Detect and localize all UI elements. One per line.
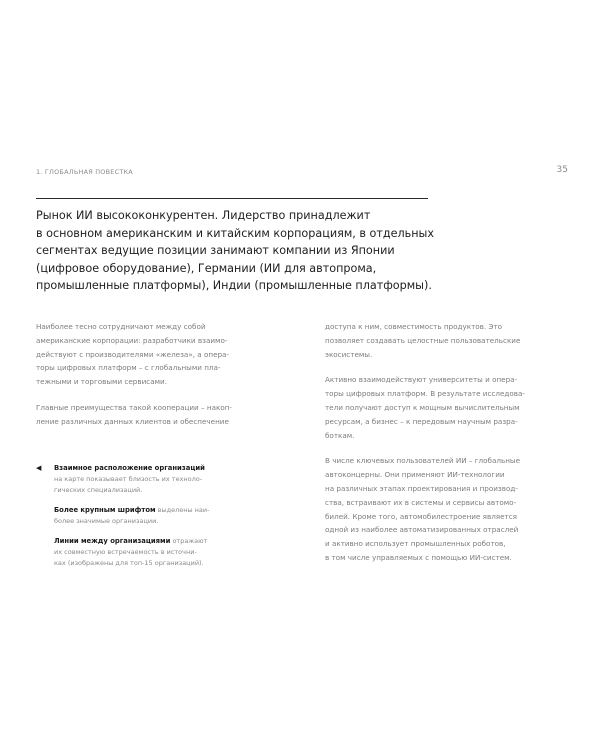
text-line: одной из наиболее автоматизированных отраслей <box>325 525 519 535</box>
text-line: и активно использует промышленных роботов, <box>325 539 506 549</box>
legend-item-text: отражают <box>170 537 208 545</box>
legend-item <box>54 463 286 496</box>
text-line: ства, встраивают их в системы и сервисы автомо- <box>325 497 517 507</box>
text-line: американские корпорации: разработчики взаимо- <box>36 335 228 345</box>
body-paragraph <box>36 320 276 389</box>
text-line: Главные преимущества такой кооперации – накоп- <box>36 402 233 412</box>
legend-item-title: Взаимное расположение организаций <box>54 464 205 472</box>
body-paragraph <box>36 401 276 429</box>
text-line: ление различных данных клиентов и обеспечение <box>36 416 229 426</box>
map-legend <box>36 463 286 578</box>
legend-item <box>54 536 286 569</box>
lead-line: промышленные платформы), Индии (промышленные платформы). <box>36 279 432 293</box>
text-line: в том числе управляемых с помощью ИИ-систем. <box>325 552 512 562</box>
right-column <box>325 320 565 577</box>
text-line: их совместную встречаемость в источни- <box>54 548 197 556</box>
text-line: торы цифровых платформ – с глобальными пла- <box>36 363 221 373</box>
text-line: позволяет создавать целостные пользовательские <box>325 335 521 345</box>
text-line: доступа к ним, совместимость продуктов. Это <box>325 322 503 331</box>
legend-item-title: Более крупным шрифтом <box>54 506 156 514</box>
text-line: гических специализаций. <box>54 486 143 494</box>
text-line: на карте показывает близость их техноло- <box>54 475 203 483</box>
text-line: более значимые организации. <box>54 517 159 525</box>
page-number: 35 <box>556 165 568 175</box>
text-line: ках (изображены для топ-15 организаций). <box>54 559 204 567</box>
text-line: тежными и торговыми сервисами. <box>36 377 167 387</box>
body-paragraph <box>325 320 565 361</box>
text-line: торы цифровых платформ. В результате исследова- <box>325 389 525 399</box>
header-rule <box>36 198 428 199</box>
triangle-left-icon: ◀ <box>36 464 42 472</box>
text-line: действуют с производителями «железа», а опера- <box>36 349 230 359</box>
lead-line: сегментах ведущие позиции занимают компании из Японии <box>36 244 395 258</box>
text-line: экосистемы. <box>325 349 373 359</box>
text-line: тели получают доступ к мощным вычислительным <box>325 402 520 412</box>
body-paragraph <box>325 454 565 564</box>
legend-item <box>54 505 286 527</box>
text-line: Наиболее тесно сотрудничают между собой <box>36 322 206 331</box>
text-line: В числе ключевых пользователей ИИ – глобальные <box>325 456 521 466</box>
lead-line: в основном американским и китайским корпорациям, в отдельных <box>36 226 435 240</box>
text-line: боткам. <box>325 430 355 440</box>
lead-line: Рынок ИИ высококонкурентен. Лидерство принадлежит <box>36 209 371 222</box>
body-paragraph <box>325 373 565 442</box>
text-line: ресурсам, а бизнес – к передовым научным разра- <box>325 416 518 426</box>
text-line: автоконцерны. Они применяют ИИ-технологии <box>325 470 505 480</box>
left-column <box>36 320 276 441</box>
lead-line: (цифровое оборудование), Германии (ИИ для автопрома, <box>36 261 377 275</box>
legend-item-title: Линии между организациями <box>54 537 171 545</box>
legend-item-text: выделены наи- <box>155 506 210 514</box>
text-line: на различных этапах проектирования и производ- <box>325 483 518 493</box>
section-label: 1. ГЛОБАЛЬНАЯ ПОВЕСТКА <box>36 168 133 176</box>
text-line: билей. Кроме того, автомобилестроение является <box>325 511 518 521</box>
text-line: Активно взаимодействуют университеты и опера- <box>325 375 518 385</box>
lead-paragraph <box>36 207 456 295</box>
